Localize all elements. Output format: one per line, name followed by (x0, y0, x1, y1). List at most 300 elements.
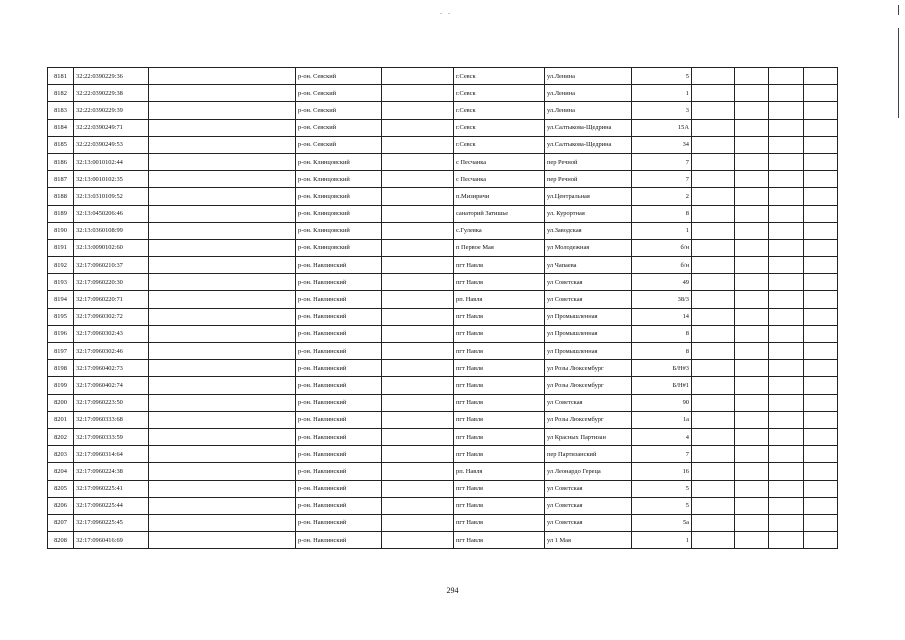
empty-cell (149, 343, 296, 360)
empty-cell (769, 239, 804, 256)
scan-edge-mark-top (898, 5, 899, 15)
street-cell: ул.Заводская (545, 222, 632, 239)
empty-cell (149, 514, 296, 531)
empty-cell (804, 394, 838, 411)
house-number-cell: Б/Н#3 (632, 360, 692, 377)
cadastral-number-cell: 32:17:0960416:69 (74, 532, 149, 549)
empty-cell (769, 514, 804, 531)
locality-cell: санаторий Затишье (454, 205, 545, 222)
house-number-cell: 5 (632, 497, 692, 514)
locality-cell: пгт Навля (454, 308, 545, 325)
empty-cell (149, 308, 296, 325)
locality-cell: пгт Навля (454, 274, 545, 291)
empty-cell (382, 480, 454, 497)
district-cell: р-он. Навлинский (296, 463, 382, 480)
table-row (48, 136, 838, 153)
house-number-cell: 8 (632, 343, 692, 360)
district-cell: р-он. Навлинский (296, 274, 382, 291)
table-row (48, 308, 838, 325)
empty-cell (382, 308, 454, 325)
empty-cell (769, 497, 804, 514)
district-cell: р-он. Навлинский (296, 308, 382, 325)
empty-cell (382, 411, 454, 428)
locality-cell: рп. Навля (454, 463, 545, 480)
empty-cell (692, 377, 735, 394)
empty-cell (804, 480, 838, 497)
house-number-cell: 1 (632, 532, 692, 549)
house-number-cell: 8 (632, 205, 692, 222)
empty-cell (382, 428, 454, 445)
empty-cell (804, 274, 838, 291)
empty-cell (382, 325, 454, 342)
table-row (48, 119, 838, 136)
cadastral-number-cell: 32:17:0960223:50 (74, 394, 149, 411)
district-cell: р-он. Клинцовский (296, 222, 382, 239)
empty-cell (804, 291, 838, 308)
table-row (48, 514, 838, 531)
empty-cell (735, 205, 769, 222)
empty-cell (692, 514, 735, 531)
row-number-cell: 8198 (48, 360, 74, 377)
empty-cell (804, 360, 838, 377)
locality-cell: пгт Навля (454, 497, 545, 514)
district-cell: р-он. Навлинский (296, 514, 382, 531)
empty-cell (149, 239, 296, 256)
district-cell: р-он. Клинцовский (296, 153, 382, 170)
table-row (48, 68, 838, 85)
district-cell: р-он. Севский (296, 102, 382, 119)
row-number-cell: 8195 (48, 308, 74, 325)
locality-cell: г.Севск (454, 68, 545, 85)
street-cell: ул Розы Люксембург (545, 377, 632, 394)
locality-cell: г.Севск (454, 119, 545, 136)
row-number-cell: 8208 (48, 532, 74, 549)
district-cell: р-он. Навлинский (296, 394, 382, 411)
empty-cell (735, 463, 769, 480)
row-number-cell: 8199 (48, 377, 74, 394)
empty-cell (769, 136, 804, 153)
register-table-body (48, 68, 838, 549)
row-number-cell: 8190 (48, 222, 74, 239)
district-cell: р-он. Навлинский (296, 532, 382, 549)
row-number-cell: 8194 (48, 291, 74, 308)
empty-cell (149, 291, 296, 308)
house-number-cell: 16 (632, 463, 692, 480)
locality-cell: рп. Навля (454, 291, 545, 308)
empty-cell (735, 136, 769, 153)
empty-cell (149, 153, 296, 170)
street-cell: ул.Центральная (545, 188, 632, 205)
cadastral-number-cell: 32:17:0960402:74 (74, 377, 149, 394)
empty-cell (149, 136, 296, 153)
empty-cell (149, 274, 296, 291)
empty-cell (149, 377, 296, 394)
table-row (48, 532, 838, 549)
house-number-cell: 49 (632, 274, 692, 291)
empty-cell (149, 119, 296, 136)
locality-cell: пгт Навля (454, 325, 545, 342)
row-number-cell: 8203 (48, 446, 74, 463)
empty-cell (735, 153, 769, 170)
empty-cell (769, 257, 804, 274)
empty-cell (382, 532, 454, 549)
row-number-cell: 8197 (48, 343, 74, 360)
locality-cell: г.Севск (454, 136, 545, 153)
empty-cell (735, 411, 769, 428)
row-number-cell: 8182 (48, 85, 74, 102)
table-row (48, 480, 838, 497)
empty-cell (769, 205, 804, 222)
empty-cell (769, 394, 804, 411)
empty-cell (769, 68, 804, 85)
street-cell: ул Промышленная (545, 343, 632, 360)
empty-cell (382, 153, 454, 170)
house-number-cell: 7 (632, 446, 692, 463)
house-number-cell: 4 (632, 428, 692, 445)
empty-cell (149, 257, 296, 274)
district-cell: р-он. Навлинский (296, 446, 382, 463)
empty-cell (804, 188, 838, 205)
cadastral-number-cell: 32:17:0960225:41 (74, 480, 149, 497)
street-cell: ул Чапаева (545, 257, 632, 274)
cadastral-number-cell: 32:22:0390229:38 (74, 85, 149, 102)
street-cell: пер Речной (545, 171, 632, 188)
table-row (48, 411, 838, 428)
empty-cell (769, 188, 804, 205)
empty-cell (769, 153, 804, 170)
empty-cell (804, 68, 838, 85)
locality-cell: с Песчанка (454, 153, 545, 170)
empty-cell (735, 188, 769, 205)
empty-cell (692, 480, 735, 497)
empty-cell (149, 480, 296, 497)
row-number-cell: 8200 (48, 394, 74, 411)
empty-cell (149, 85, 296, 102)
empty-cell (735, 85, 769, 102)
table-row (48, 171, 838, 188)
street-cell: ул Советская (545, 274, 632, 291)
empty-cell (149, 446, 296, 463)
empty-cell (149, 325, 296, 342)
empty-cell (769, 102, 804, 119)
empty-cell (804, 463, 838, 480)
cadastral-number-cell: 32:22:0390249:71 (74, 119, 149, 136)
table-row (48, 188, 838, 205)
street-cell: ул Промышленная (545, 308, 632, 325)
empty-cell (769, 274, 804, 291)
empty-cell (382, 291, 454, 308)
district-cell: р-он. Клинцовский (296, 171, 382, 188)
empty-cell (735, 257, 769, 274)
empty-cell (382, 343, 454, 360)
locality-cell: пгт Навля (454, 480, 545, 497)
empty-cell (769, 119, 804, 136)
house-number-cell: 5 (632, 68, 692, 85)
empty-cell (804, 136, 838, 153)
empty-cell (692, 291, 735, 308)
house-number-cell: 2 (632, 188, 692, 205)
scan-edge-mark (898, 28, 899, 118)
empty-cell (692, 463, 735, 480)
district-cell: р-он. Клинцовский (296, 205, 382, 222)
empty-cell (149, 205, 296, 222)
district-cell: р-он. Навлинский (296, 343, 382, 360)
district-cell: р-он. Навлинский (296, 360, 382, 377)
cadastral-number-cell: 32:17:0960224:38 (74, 463, 149, 480)
cadastral-number-cell: 32:22:0390229:39 (74, 102, 149, 119)
empty-cell (769, 446, 804, 463)
empty-cell (735, 119, 769, 136)
cadastral-number-cell: 32:22:0390229:36 (74, 68, 149, 85)
empty-cell (382, 171, 454, 188)
empty-cell (769, 171, 804, 188)
district-cell: р-он. Навлинский (296, 480, 382, 497)
house-number-cell: 15А (632, 119, 692, 136)
empty-cell (769, 291, 804, 308)
district-cell: р-он. Навлинский (296, 325, 382, 342)
empty-cell (382, 446, 454, 463)
street-cell: ул.Салтыкова-Щедрина (545, 136, 632, 153)
district-cell: р-он. Навлинский (296, 291, 382, 308)
house-number-cell: б/н (632, 257, 692, 274)
empty-cell (149, 171, 296, 188)
table-row (48, 325, 838, 342)
empty-cell (769, 428, 804, 445)
locality-cell: пгт Навля (454, 343, 545, 360)
empty-cell (149, 394, 296, 411)
empty-cell (382, 257, 454, 274)
empty-cell (692, 411, 735, 428)
street-cell: ул Красных Партизан (545, 428, 632, 445)
empty-cell (804, 532, 838, 549)
locality-cell: пгт Навля (454, 394, 545, 411)
empty-cell (692, 102, 735, 119)
street-cell: ул.Салтыкова-Щедрина (545, 119, 632, 136)
empty-cell (692, 153, 735, 170)
empty-cell (769, 222, 804, 239)
house-number-cell: 5а (632, 514, 692, 531)
locality-cell: пгт Навля (454, 428, 545, 445)
table-row (48, 222, 838, 239)
table-row (48, 463, 838, 480)
empty-cell (804, 171, 838, 188)
row-number-cell: 8183 (48, 102, 74, 119)
street-cell: ул.Ленина (545, 102, 632, 119)
empty-cell (804, 153, 838, 170)
locality-cell: пгт Навля (454, 257, 545, 274)
locality-cell: г.Севск (454, 102, 545, 119)
empty-cell (735, 222, 769, 239)
row-number-cell: 8181 (48, 68, 74, 85)
district-cell: р-он. Севский (296, 119, 382, 136)
empty-cell (382, 85, 454, 102)
empty-cell (735, 428, 769, 445)
house-number-cell: 34 (632, 136, 692, 153)
empty-cell (382, 274, 454, 291)
empty-cell (692, 532, 735, 549)
table-row (48, 497, 838, 514)
empty-cell (769, 325, 804, 342)
house-number-cell: б/н (632, 239, 692, 256)
locality-cell: п Первое Мая (454, 239, 545, 256)
empty-cell (692, 136, 735, 153)
house-number-cell: 5 (632, 480, 692, 497)
empty-cell (692, 394, 735, 411)
empty-cell (804, 222, 838, 239)
empty-cell (692, 497, 735, 514)
cadastral-number-cell: 32:17:0960225:44 (74, 497, 149, 514)
row-number-cell: 8185 (48, 136, 74, 153)
empty-cell (382, 463, 454, 480)
row-number-cell: 8187 (48, 171, 74, 188)
empty-cell (804, 205, 838, 222)
table-row (48, 360, 838, 377)
table-row (48, 394, 838, 411)
table-row (48, 377, 838, 394)
empty-cell (735, 360, 769, 377)
district-cell: р-он. Севский (296, 136, 382, 153)
empty-cell (692, 257, 735, 274)
locality-cell: с Песчанка (454, 171, 545, 188)
empty-cell (382, 119, 454, 136)
cadastral-number-cell: 32:17:0960220:30 (74, 274, 149, 291)
empty-cell (149, 102, 296, 119)
empty-cell (692, 119, 735, 136)
table-row (48, 257, 838, 274)
empty-cell (735, 308, 769, 325)
cadastral-number-cell: 32:17:0960314:64 (74, 446, 149, 463)
house-number-cell: Б/Н#1 (632, 377, 692, 394)
empty-cell (735, 394, 769, 411)
district-cell: р-он. Навлинский (296, 411, 382, 428)
row-number-cell: 8193 (48, 274, 74, 291)
locality-cell: пгт Навля (454, 446, 545, 463)
street-cell: ул.Ленина (545, 85, 632, 102)
street-cell: ул 1 Мая (545, 532, 632, 549)
row-number-cell: 8201 (48, 411, 74, 428)
row-number-cell: 8204 (48, 463, 74, 480)
empty-cell (735, 325, 769, 342)
street-cell: ул Розы Люксембург (545, 360, 632, 377)
empty-cell (735, 446, 769, 463)
empty-cell (149, 222, 296, 239)
locality-cell: пгт Навля (454, 532, 545, 549)
empty-cell (804, 102, 838, 119)
empty-cell (735, 480, 769, 497)
empty-cell (149, 463, 296, 480)
empty-cell (769, 85, 804, 102)
empty-cell (769, 532, 804, 549)
empty-cell (735, 68, 769, 85)
row-number-cell: 8196 (48, 325, 74, 342)
house-number-cell: 14 (632, 308, 692, 325)
register-table (47, 67, 838, 549)
cadastral-number-cell: 32:17:0960333:68 (74, 411, 149, 428)
empty-cell (769, 343, 804, 360)
house-number-cell: 38/3 (632, 291, 692, 308)
empty-cell (735, 497, 769, 514)
empty-cell (692, 308, 735, 325)
street-cell: ул.Ленина (545, 68, 632, 85)
locality-cell: с.Гулевка (454, 222, 545, 239)
empty-cell (769, 480, 804, 497)
cadastral-number-cell: 32:17:0960302:43 (74, 325, 149, 342)
empty-cell (804, 428, 838, 445)
locality-cell: пгт Навля (454, 377, 545, 394)
cadastral-number-cell: 32:17:0960225:45 (74, 514, 149, 531)
row-number-cell: 8192 (48, 257, 74, 274)
empty-cell (735, 274, 769, 291)
district-cell: р-он. Севский (296, 68, 382, 85)
locality-cell: г.Севск (454, 85, 545, 102)
table-row (48, 239, 838, 256)
district-cell: р-он. Навлинский (296, 428, 382, 445)
table-row (48, 153, 838, 170)
empty-cell (769, 411, 804, 428)
empty-cell (692, 446, 735, 463)
table-row (48, 274, 838, 291)
house-number-cell: 7 (632, 153, 692, 170)
empty-cell (149, 428, 296, 445)
locality-cell: п.Мизиричи (454, 188, 545, 205)
house-number-cell: 90 (632, 394, 692, 411)
district-cell: р-он. Навлинский (296, 257, 382, 274)
empty-cell (735, 171, 769, 188)
empty-cell (692, 360, 735, 377)
empty-cell (804, 411, 838, 428)
empty-cell (382, 222, 454, 239)
empty-cell (149, 68, 296, 85)
empty-cell (735, 291, 769, 308)
empty-cell (804, 514, 838, 531)
locality-cell: пгт Навля (454, 360, 545, 377)
street-cell: ул Розы Люксембург (545, 411, 632, 428)
district-cell: р-он. Клинцовский (296, 188, 382, 205)
table-row (48, 446, 838, 463)
empty-cell (692, 188, 735, 205)
cadastral-number-cell: 32:17:0960210:37 (74, 257, 149, 274)
cadastral-number-cell: 32:13:0090102:60 (74, 239, 149, 256)
empty-cell (382, 377, 454, 394)
row-number-cell: 8191 (48, 239, 74, 256)
street-cell: ул Советская (545, 514, 632, 531)
row-number-cell: 8202 (48, 428, 74, 445)
empty-cell (382, 205, 454, 222)
empty-cell (804, 239, 838, 256)
empty-cell (382, 360, 454, 377)
empty-cell (769, 308, 804, 325)
empty-cell (692, 428, 735, 445)
empty-cell (692, 239, 735, 256)
row-number-cell: 8188 (48, 188, 74, 205)
district-cell: р-он. Севский (296, 85, 382, 102)
row-number-cell: 8184 (48, 119, 74, 136)
district-cell: р-он. Навлинский (296, 497, 382, 514)
page-number: 294 (446, 586, 459, 595)
empty-cell (735, 377, 769, 394)
empty-cell (692, 205, 735, 222)
district-cell: р-он. Клинцовский (296, 239, 382, 256)
cadastral-number-cell: 32:13:0010102:44 (74, 153, 149, 170)
empty-cell (382, 394, 454, 411)
empty-cell (735, 343, 769, 360)
street-cell: ул Молодежная (545, 239, 632, 256)
empty-cell (149, 411, 296, 428)
empty-cell (735, 239, 769, 256)
empty-cell (804, 343, 838, 360)
house-number-cell: 1 (632, 85, 692, 102)
house-number-cell: 8 (632, 325, 692, 342)
